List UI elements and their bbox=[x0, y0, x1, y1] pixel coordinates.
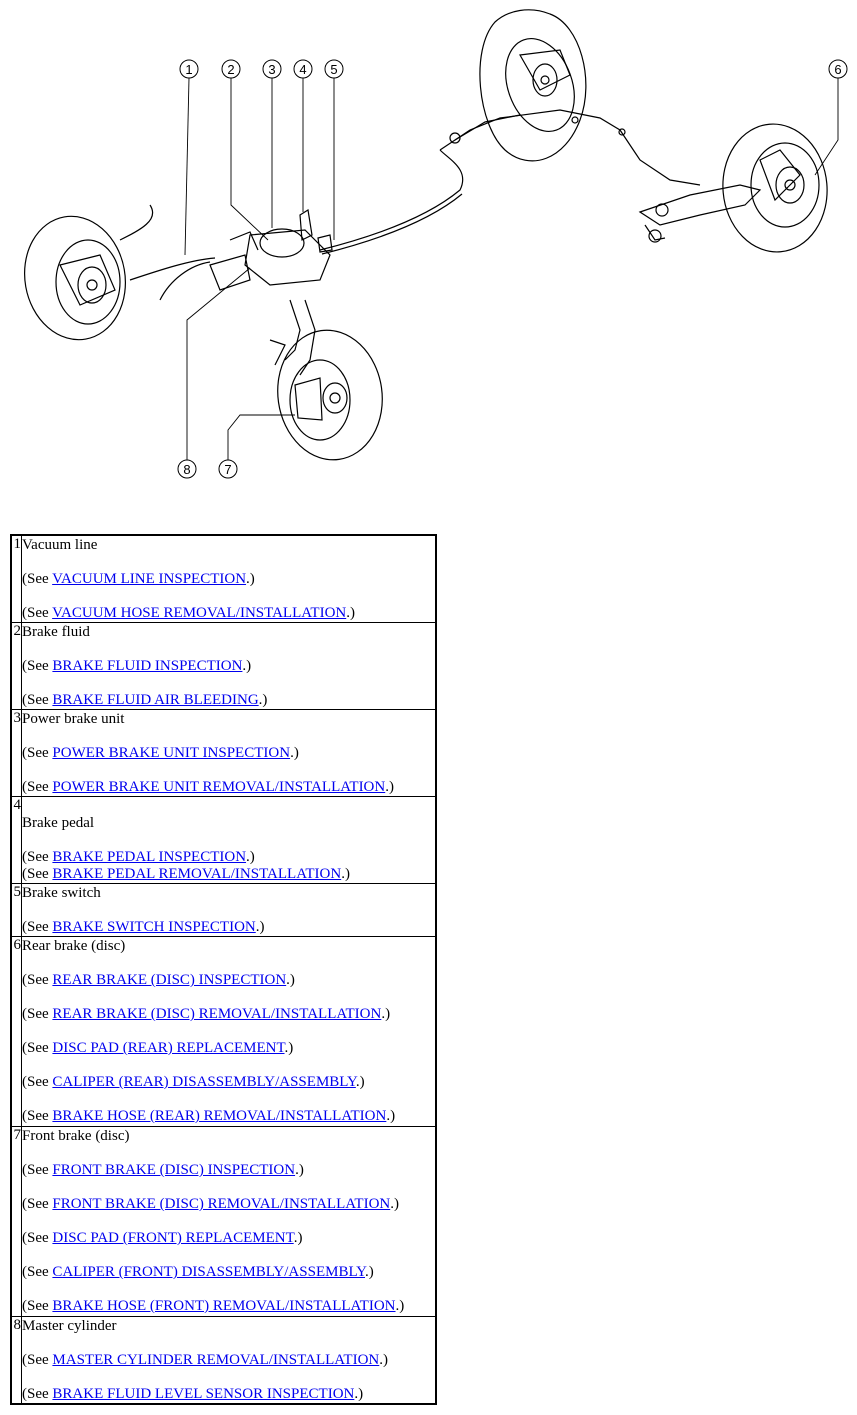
component-reference-table bbox=[10, 534, 437, 1405]
reference-link[interactable]: DISC PAD (REAR) REPLACEMENT bbox=[52, 1040, 285, 1056]
row-number: 7 bbox=[11, 1127, 22, 1317]
table-row bbox=[11, 535, 436, 623]
component-title: Master cylinder bbox=[22, 1318, 117, 1334]
reference-line: (See POWER BRAKE UNIT INSPECTION.) bbox=[22, 745, 299, 761]
callout-3: 3 bbox=[268, 62, 276, 77]
reference-link[interactable]: POWER BRAKE UNIT REMOVAL/INSTALLATION bbox=[52, 779, 386, 795]
component-title: Rear brake (disc) bbox=[22, 938, 126, 954]
row-body bbox=[22, 535, 437, 623]
row-body bbox=[22, 937, 437, 1127]
reference-line: (See BRAKE HOSE (REAR) REMOVAL/INSTALLATION.) bbox=[22, 1108, 396, 1124]
component-title: Brake pedal bbox=[22, 815, 95, 831]
reference-link[interactable]: BRAKE PEDAL INSPECTION bbox=[52, 849, 247, 865]
reference-line: (See MASTER CYLINDER REMOVAL/INSTALLATION.) bbox=[22, 1352, 389, 1368]
rear-left-wheel bbox=[480, 10, 587, 161]
reference-line: (See VACUUM HOSE REMOVAL/INSTALLATION.) bbox=[22, 605, 355, 621]
table-row bbox=[11, 884, 436, 937]
reference-link[interactable]: CALIPER (FRONT) DISASSEMBLY/ASSEMBLY bbox=[52, 1264, 366, 1280]
reference-link[interactable]: REAR BRAKE (DISC) REMOVAL/INSTALLATION bbox=[52, 1006, 382, 1022]
row-number: 4 bbox=[11, 797, 22, 884]
reference-line: (See BRAKE HOSE (FRONT) REMOVAL/INSTALLATION.) bbox=[22, 1298, 405, 1314]
brake-system-diagram bbox=[0, 0, 857, 520]
callout-8: 8 bbox=[183, 462, 191, 477]
row-number: 2 bbox=[11, 623, 22, 710]
table-row bbox=[11, 797, 436, 884]
reference-line: (See DISC PAD (REAR) REPLACEMENT.) bbox=[22, 1040, 294, 1056]
row-body bbox=[22, 710, 437, 797]
reference-line: (See BRAKE PEDAL INSPECTION.) bbox=[22, 849, 255, 865]
table-row bbox=[11, 710, 436, 797]
table-row bbox=[11, 937, 436, 1127]
reference-line: (See VACUUM LINE INSPECTION.) bbox=[22, 571, 255, 587]
component-title: Brake fluid bbox=[22, 624, 90, 640]
reference-link[interactable]: MASTER CYLINDER REMOVAL/INSTALLATION bbox=[52, 1352, 380, 1368]
reference-link[interactable]: BRAKE HOSE (REAR) REMOVAL/INSTALLATION bbox=[52, 1108, 387, 1124]
callout-2: 2 bbox=[227, 62, 235, 77]
reference-line: (See BRAKE SWITCH INSPECTION.) bbox=[22, 919, 265, 935]
table-row bbox=[11, 1317, 436, 1405]
table-row bbox=[11, 1127, 436, 1317]
row-body bbox=[22, 623, 437, 710]
reference-link[interactable]: REAR BRAKE (DISC) INSPECTION bbox=[52, 972, 287, 988]
row-number: 1 bbox=[11, 535, 22, 623]
reference-link[interactable]: BRAKE PEDAL REMOVAL/INSTALLATION bbox=[52, 866, 342, 882]
reference-line: (See DISC PAD (FRONT) REPLACEMENT.) bbox=[22, 1230, 303, 1246]
row-body bbox=[22, 884, 437, 937]
reference-line: (See BRAKE PEDAL REMOVAL/INSTALLATION.) bbox=[22, 866, 350, 882]
row-number: 3 bbox=[11, 710, 22, 797]
reference-link[interactable]: BRAKE SWITCH INSPECTION bbox=[52, 919, 256, 935]
reference-link[interactable]: DISC PAD (FRONT) REPLACEMENT bbox=[52, 1230, 294, 1246]
component-title: Brake switch bbox=[22, 885, 101, 901]
reference-line: (See CALIPER (FRONT) DISASSEMBLY/ASSEMBLY.) bbox=[22, 1264, 374, 1280]
reference-link[interactable]: VACUUM HOSE REMOVAL/INSTALLATION bbox=[52, 605, 347, 621]
row-number: 8 bbox=[11, 1317, 22, 1405]
row-number: 6 bbox=[11, 937, 22, 1127]
callout-1: 1 bbox=[185, 62, 193, 77]
brake-system-illustration bbox=[0, 0, 857, 520]
reference-link[interactable]: BRAKE FLUID INSPECTION bbox=[52, 658, 243, 674]
reference-link[interactable]: BRAKE HOSE (FRONT) REMOVAL/INSTALLATION bbox=[52, 1298, 396, 1314]
reference-link[interactable]: BRAKE FLUID LEVEL SENSOR INSPECTION bbox=[52, 1386, 355, 1402]
front-left-wheel bbox=[15, 208, 135, 347]
reference-link[interactable]: FRONT BRAKE (DISC) INSPECTION bbox=[52, 1162, 296, 1178]
component-title: Power brake unit bbox=[22, 711, 125, 727]
rear-right-wheel bbox=[718, 120, 833, 257]
reference-link[interactable]: CALIPER (REAR) DISASSEMBLY/ASSEMBLY bbox=[52, 1074, 356, 1090]
callout-6: 6 bbox=[834, 62, 842, 77]
component-title: Vacuum line bbox=[22, 537, 98, 553]
row-body bbox=[22, 797, 437, 884]
reference-line: (See REAR BRAKE (DISC) INSPECTION.) bbox=[22, 972, 295, 988]
reference-line: (See BRAKE FLUID LEVEL SENSOR INSPECTION.) bbox=[22, 1386, 364, 1402]
row-body bbox=[22, 1127, 437, 1317]
front-right-wheel bbox=[269, 323, 390, 466]
reference-line: (See FRONT BRAKE (DISC) INSPECTION.) bbox=[22, 1162, 304, 1178]
reference-line: (See BRAKE FLUID INSPECTION.) bbox=[22, 658, 252, 674]
row-body bbox=[22, 1317, 437, 1405]
reference-link[interactable]: VACUUM LINE INSPECTION bbox=[52, 571, 247, 587]
callout-7: 7 bbox=[224, 462, 232, 477]
reference-line: (See POWER BRAKE UNIT REMOVAL/INSTALLATION.) bbox=[22, 779, 394, 795]
reference-line: (See BRAKE FLUID AIR BLEEDING.) bbox=[22, 692, 268, 708]
reference-line: (See CALIPER (REAR) DISASSEMBLY/ASSEMBLY.) bbox=[22, 1074, 365, 1090]
component-title: Front brake (disc) bbox=[22, 1128, 130, 1144]
reference-line: (See REAR BRAKE (DISC) REMOVAL/INSTALLATION.) bbox=[22, 1006, 391, 1022]
row-number: 5 bbox=[11, 884, 22, 937]
callout-5: 5 bbox=[330, 62, 338, 77]
reference-link[interactable]: POWER BRAKE UNIT INSPECTION bbox=[52, 745, 291, 761]
table-row bbox=[11, 623, 436, 710]
reference-line: (See FRONT BRAKE (DISC) REMOVAL/INSTALLATION.) bbox=[22, 1196, 399, 1212]
callout-4: 4 bbox=[299, 62, 307, 77]
reference-link[interactable]: FRONT BRAKE (DISC) REMOVAL/INSTALLATION bbox=[52, 1196, 391, 1212]
power-brake-unit-assembly bbox=[210, 210, 332, 290]
reference-link[interactable]: BRAKE FLUID AIR BLEEDING bbox=[52, 692, 259, 708]
